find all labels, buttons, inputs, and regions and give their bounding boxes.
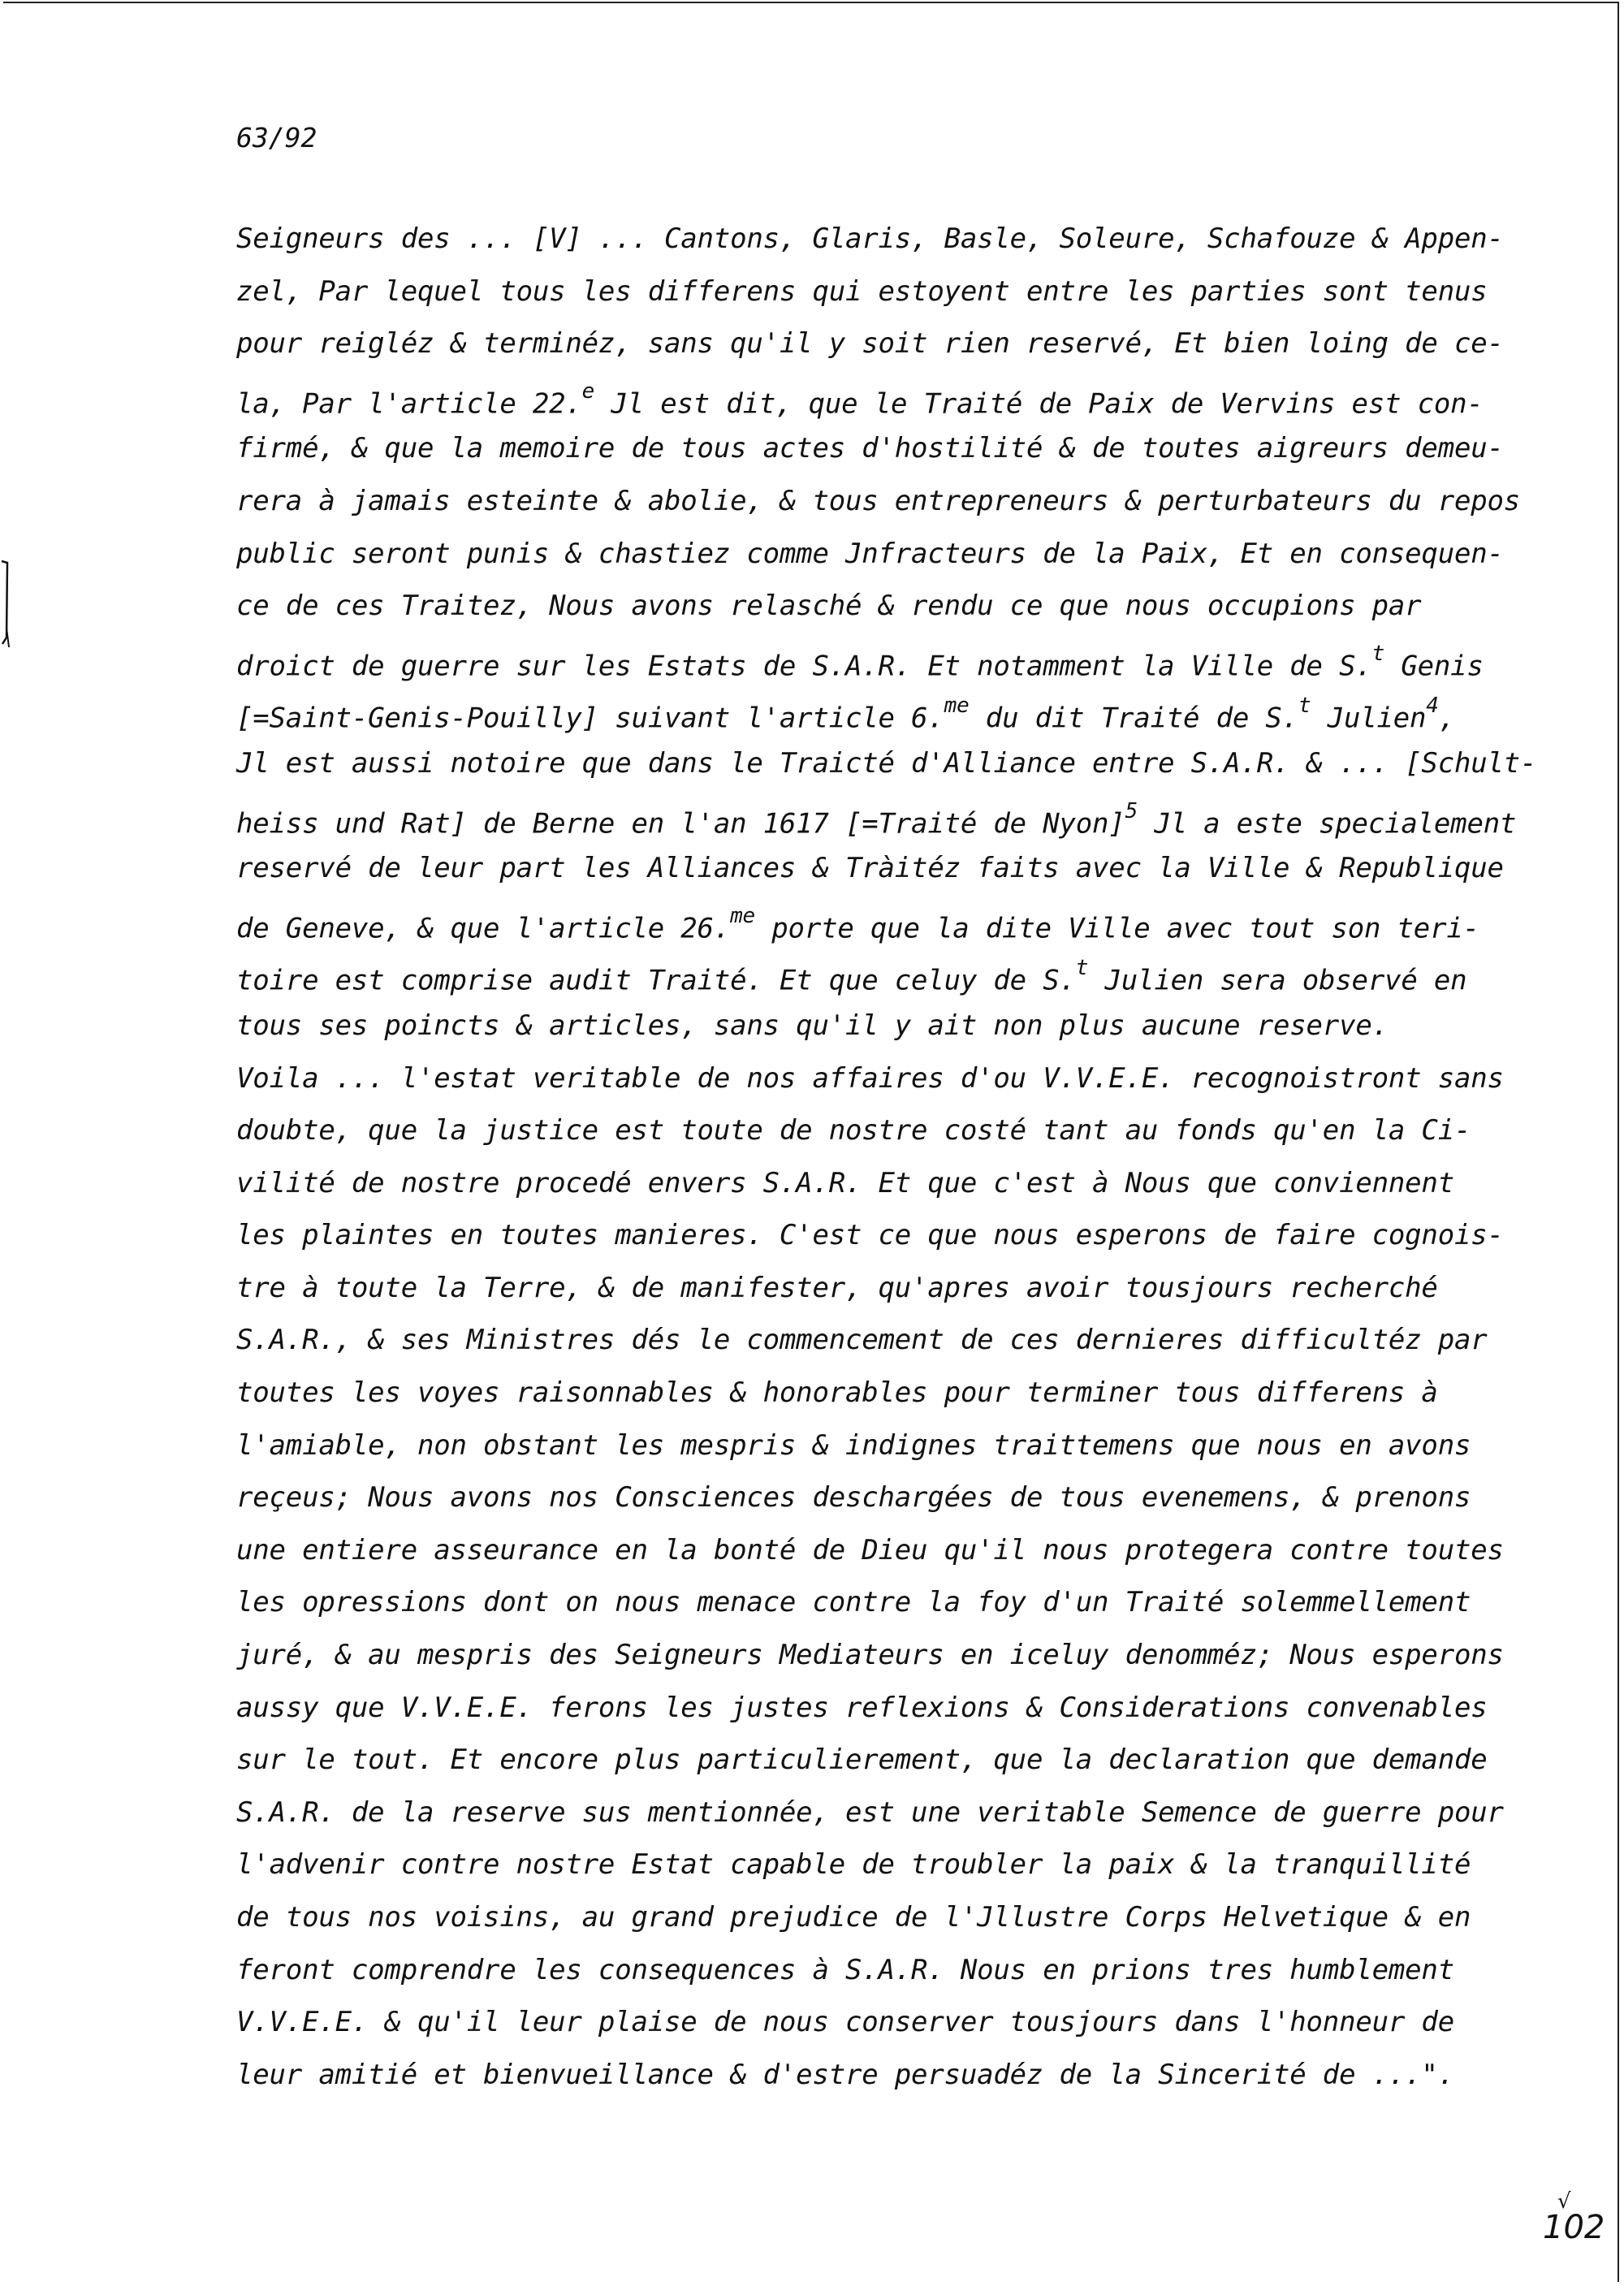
text-line bbox=[236, 1314, 1552, 1367]
text-line bbox=[236, 2049, 1552, 2102]
text-span: reservé de leur part les Alliances & Tràitéz faits avec la Ville & Republique bbox=[236, 852, 1504, 885]
document-body bbox=[236, 213, 1552, 2101]
text-line bbox=[236, 1000, 1552, 1052]
text-span: leur amitié et bienvueillance & d'estre persuadéz de la Sincerité de ...". bbox=[236, 2058, 1454, 2091]
text-span: zel, Par lequel tous les differens qui estoyent entre les parties sont tenus bbox=[236, 274, 1488, 308]
text-line bbox=[236, 790, 1552, 843]
text-span: rera à jamais esteinte & abolie, & tous entrepreneurs & perturbateurs du repos bbox=[236, 484, 1521, 517]
superscript: t bbox=[1075, 956, 1089, 981]
text-span: droict de guerre sur les Estats de S.A.R. Et notamment la Ville de S. bbox=[236, 650, 1372, 683]
superscript: t bbox=[1298, 694, 1311, 719]
text-line bbox=[236, 1524, 1552, 1577]
text-line bbox=[236, 1629, 1552, 1682]
text-span: Genis bbox=[1384, 650, 1484, 683]
text-line bbox=[236, 580, 1552, 633]
text-span: V.V.E.E. & qu'il leur plaise de nous conserver tousjours dans l'honneur de bbox=[236, 2006, 1454, 2039]
superscript: 4 bbox=[1426, 694, 1439, 719]
superscript: 5 bbox=[1125, 798, 1138, 823]
text-span: Jl est aussi notoire que dans le Traicté d'Alliance entre S.A.R. & ... [Schult- bbox=[236, 746, 1537, 780]
text-line bbox=[236, 947, 1552, 1000]
text-line bbox=[236, 842, 1552, 895]
text-line bbox=[236, 685, 1552, 737]
text-line bbox=[236, 318, 1552, 370]
text-span: Jl a este specialement bbox=[1138, 806, 1517, 840]
text-line bbox=[236, 1367, 1552, 1420]
text-line bbox=[236, 737, 1552, 790]
text-span: Voila ... l'estat veritable de nos affaires d'ou V.V.E.E. recognoistront sans bbox=[236, 1061, 1504, 1095]
text-span: de tous nos voisins, au grand prejudice de l'Jllustre Corps Helvetique & en bbox=[236, 1901, 1471, 1934]
text-span: feront comprendre les consequences à S.A.R. Nous en prions tres humblement bbox=[236, 1953, 1454, 1986]
text-span: doubte, que la justice est toute de nostre costé tant au fonds qu'en la Ci- bbox=[236, 1114, 1471, 1147]
folio-checkmark: √ bbox=[1557, 2189, 1571, 2214]
text-span: pour reigléz & terminéz, sans qu'il y soit rien reservé, Et bien loing de ce- bbox=[236, 327, 1504, 361]
margin-bracket-mark bbox=[0, 556, 11, 654]
text-line bbox=[236, 1052, 1552, 1105]
text-line bbox=[236, 1104, 1552, 1157]
text-span: une entiere asseurance en la bonté de Dieu qu'il nous protegera contre toutes bbox=[236, 1533, 1504, 1566]
text-span: l'amiable, non obstant les mespris & indignes traittemens que nous en avons bbox=[236, 1428, 1471, 1462]
page-number: 63/92 bbox=[236, 122, 317, 153]
text-span: du dit Traité de S. bbox=[969, 702, 1298, 735]
text-span: de Geneve, & que l'article 26. bbox=[236, 912, 731, 945]
text-span: S.A.R., & ses Ministres dés le commencement de ces dernieres difficultéz par bbox=[236, 1324, 1488, 1357]
text-span: tous ses poincts & articles, sans qu'il y ait non plus aucune reserve. bbox=[236, 1009, 1389, 1042]
text-line bbox=[236, 528, 1552, 581]
text-span: [=Saint-Genis-Pouilly] suivant l'article 6. bbox=[236, 702, 944, 735]
text-span: toutes les voyes raisonnables & honorables pour terminer tous differens à bbox=[236, 1376, 1438, 1410]
text-line bbox=[236, 895, 1552, 948]
text-line bbox=[236, 475, 1552, 528]
text-span: public seront punis & chastiez comme Jnfracteurs de la Paix, Et en consequen- bbox=[236, 537, 1504, 570]
text-span: aussy que V.V.E.E. ferons les justes reflexions & Considerations convenables bbox=[236, 1691, 1488, 1724]
text-span: heiss und Rat] de Berne en l'an 1617 [=Traité de Nyon] bbox=[236, 806, 1125, 840]
text-span: tre à toute la Terre, & de manifester, qu'apres avoir tousjours recherché bbox=[236, 1271, 1438, 1304]
text-span: toire est comprise audit Traité. Et que celuy de S. bbox=[236, 964, 1076, 997]
text-line bbox=[236, 1576, 1552, 1629]
superscript: t bbox=[1371, 641, 1385, 666]
text-span: Seigneurs des ... [V] ... Cantons, Glaris, Basle, Soleure, Schafouze & Appen- bbox=[236, 223, 1504, 255]
text-line bbox=[236, 1262, 1552, 1315]
text-line bbox=[236, 1157, 1552, 1210]
text-span: Julien sera observé en bbox=[1088, 964, 1467, 997]
text-line bbox=[236, 213, 1552, 266]
text-span: , bbox=[1438, 702, 1456, 735]
superscript: e bbox=[581, 378, 595, 404]
text-span: les plaintes en toutes manieres. C'est ce que nous esperons de faire cognois- bbox=[236, 1219, 1504, 1252]
text-span: porte que la dite Ville avec tout son teri- bbox=[755, 912, 1479, 945]
text-span: ce de ces Traitez, Nous avons relasché & rendu ce que nous occupions par bbox=[236, 590, 1422, 623]
text-span: Jl est dit, que le Traité de Paix de Vervins est con- bbox=[594, 387, 1484, 421]
superscript: me bbox=[944, 694, 970, 719]
text-span: Julien bbox=[1311, 702, 1427, 735]
text-line bbox=[236, 1420, 1552, 1472]
text-line bbox=[236, 1734, 1552, 1787]
text-line bbox=[236, 1996, 1552, 2049]
text-span: les opressions dont on nous menace contre la foy d'un Traité solemmellement bbox=[236, 1586, 1471, 1619]
text-span: l'advenir contre nostre Estat capable de troubler la paix & la tranquillité bbox=[236, 1848, 1471, 1882]
text-line bbox=[236, 266, 1552, 318]
text-line bbox=[236, 1471, 1552, 1524]
text-line bbox=[236, 1944, 1552, 1997]
text-line bbox=[236, 422, 1552, 475]
text-span: juré, & au mespris des Seigneurs Mediateurs en iceluy denomméz; Nous esperons bbox=[236, 1639, 1504, 1672]
text-line bbox=[236, 1891, 1552, 1944]
text-line bbox=[236, 1839, 1552, 1891]
text-span: vilité de nostre procedé envers S.A.R. Et que c'est à Nous que conviennent bbox=[236, 1166, 1454, 1199]
text-line bbox=[236, 1787, 1552, 1839]
handwritten-folio-number: 102 bbox=[1543, 2209, 1605, 2246]
text-line bbox=[236, 1682, 1552, 1735]
superscript: me bbox=[730, 903, 756, 928]
text-span: la, Par l'article 22. bbox=[236, 387, 582, 421]
text-line bbox=[236, 370, 1552, 423]
text-line bbox=[236, 633, 1552, 685]
text-span: S.A.R. de la reserve sus mentionnée, est une veritable Semence de guerre pour bbox=[236, 1796, 1504, 1829]
text-span: reçeus; Nous avons nos Consciences deschargées de tous evenemens, & prenons bbox=[236, 1481, 1471, 1515]
text-span: sur le tout. Et encore plus particulierement, que la declaration que demande bbox=[236, 1744, 1488, 1777]
text-line bbox=[236, 1209, 1552, 1262]
text-span: firmé, & que la memoire de tous actes d'hostilité & de toutes aigreurs demeu- bbox=[236, 432, 1504, 465]
